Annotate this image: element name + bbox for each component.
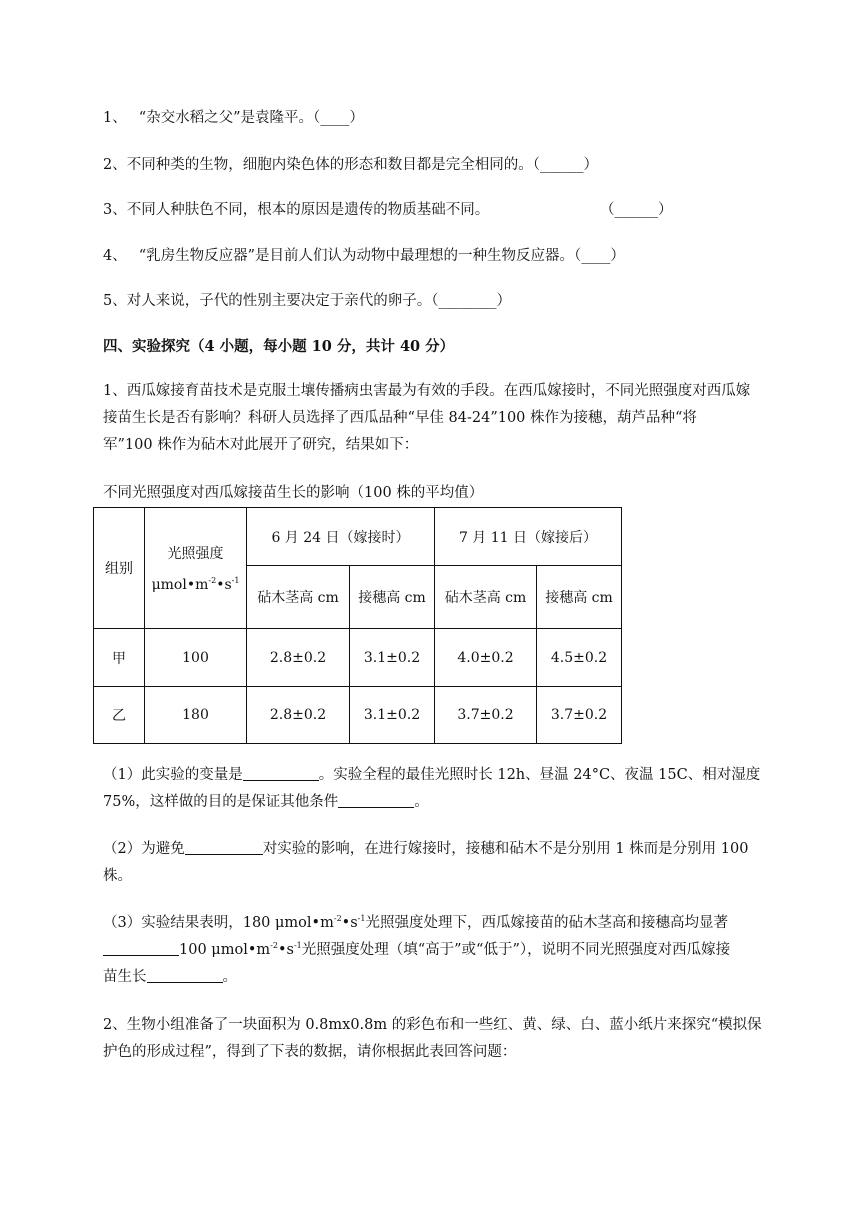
- rootstock-height-header: 砧木茎高 cm: [435, 566, 537, 629]
- fill-blank[interactable]: [338, 793, 414, 808]
- judgement-item-4: [103, 246, 625, 266]
- judgement-number: 4、: [103, 248, 127, 264]
- judgement-close: ）: [583, 157, 598, 173]
- light-intensity-unit: $\mu mol•m^{-2}•s^{-1}$: [151, 576, 240, 593]
- judgement-close: ）: [496, 293, 511, 309]
- data-table: [93, 507, 622, 744]
- light-intensity-label: 光照强度: [167, 546, 224, 562]
- judgement-text: 不同人种肤色不同，根本的原因是遗传的物质基础不同。: [126, 202, 490, 218]
- section-heading: 四、实验探究（4 小题，每小题 10 分，共计 40 分）: [103, 338, 455, 355]
- q1-intro-line: 接苗生长是否有影响？科研人员选择了西瓜品种“早佳 84-24”100 株作为接穗，葫芦品种“将: [103, 410, 697, 426]
- fill-blank[interactable]: [103, 941, 179, 956]
- q1-intro-line: 军”100 株作为砧木对此展开了研究，结果如下：: [103, 437, 419, 453]
- sub-question-3: （3）实验结果表明，180 $\mu mol•m^{-2}•s^{-1}$光照强度处理下，西瓜嫁接苗的砧木茎高和接穗高均显著 100 $\mu mol•m^{-2}•s^{-1}$光照强度处理（填“高于”或“低于”），说明不同光照强度对西瓜嫁接 苗生长 。: [103, 914, 731, 985]
- judgement-item-5: [103, 291, 511, 311]
- table-caption: 不同光照强度对西瓜嫁接苗生长的影响（100 株的平均值）: [103, 485, 484, 501]
- judgement-close: ）: [658, 202, 673, 218]
- q2-intro: [103, 1012, 803, 1066]
- judgement-number: 1、: [103, 110, 127, 126]
- sub-question-1: （1）此实验的变量是 。实验全程的最佳光照时长 12h、昼温 24°C、夜温 15C、相对湿度 75%，这样做的目的是保证其他条件 。: [103, 767, 761, 810]
- judgement-number: 2、: [103, 157, 127, 173]
- value-cell: 3.7±0.2: [435, 687, 537, 744]
- table-row: [94, 629, 622, 687]
- fill-blank[interactable]: [243, 766, 319, 781]
- q2-intro-line: 2、生物小组准备了一块面积为 0.8mx0.8m 的彩色布和一些红、黄、绿、白、蓝小纸片来探究“模拟保: [103, 1017, 762, 1033]
- judgement-number: 5、: [103, 293, 127, 309]
- judgement-text: 对人来说，子代的性别主要决定于亲代的卵子。（: [126, 293, 439, 309]
- sub-question-2: （2）为避免 对实验的影响，在进行嫁接时，接穗和砧木不是分别用 1 株而是分别用 100 株。: [103, 841, 749, 884]
- judgement-item-2: [103, 155, 598, 175]
- judgement-close: ）: [349, 110, 364, 126]
- value-cell: 3.1±0.2: [350, 687, 435, 744]
- answer-blank[interactable]: ________: [438, 293, 497, 309]
- table-row: [94, 687, 622, 744]
- light-cell: 100: [145, 629, 247, 687]
- date-header-after-grafting: 7 月 11 日（嫁接后）: [435, 508, 622, 566]
- scion-height-header: 接穗高 cm: [537, 566, 622, 629]
- judgement-text: “乳房生物反应器”是目前人们认为动物中最理想的一种生物反应器。（: [138, 248, 582, 264]
- value-cell: 4.0±0.2: [435, 629, 537, 687]
- group-header: 组别: [94, 508, 145, 629]
- fill-blank[interactable]: [185, 840, 263, 855]
- judgement-item-1: [103, 108, 364, 128]
- judgement-text: 不同种类的生物，细胞内染色体的形态和数目都是完全相同的。（: [126, 157, 540, 173]
- value-cell: 2.8±0.2: [247, 687, 350, 744]
- answer-blank[interactable]: ____: [320, 110, 350, 126]
- light-cell: 180: [145, 687, 247, 744]
- q1-intro: [103, 378, 803, 459]
- value-cell: 4.5±0.2: [537, 629, 622, 687]
- judgement-number: 3、: [103, 202, 127, 218]
- date-header-grafting: 6 月 24 日（嫁接时）: [247, 508, 435, 566]
- scion-height-header: 接穗高 cm: [350, 566, 435, 629]
- judgement-item-3: [103, 200, 489, 220]
- judgement-item-3-answer: [600, 200, 673, 220]
- value-cell: 3.7±0.2: [537, 687, 622, 744]
- group-cell: 乙: [94, 687, 145, 744]
- answer-blank[interactable]: ______: [614, 202, 658, 218]
- value-cell: 3.1±0.2: [350, 629, 435, 687]
- light-intensity-header: [145, 508, 247, 629]
- value-cell: 2.8±0.2: [247, 629, 350, 687]
- q2-intro-line: 护色的形成过程”，得到了下表的数据，请你根据此表回答问题：: [103, 1044, 517, 1060]
- judgement-text: “杂交水稻之父”是袁隆平。（: [138, 110, 321, 126]
- q1-intro-line: 1、西瓜嫁接育苗技术是克服土壤传播病虫害最为有效的手段。在西瓜嫁接时，不同光照强度对西瓜嫁: [103, 383, 751, 399]
- judgement-open: （: [600, 202, 615, 218]
- group-cell: 甲: [94, 629, 145, 687]
- fill-blank[interactable]: [147, 968, 223, 983]
- rootstock-height-header: 砧木茎高 cm: [247, 566, 350, 629]
- answer-blank[interactable]: ______: [539, 157, 584, 173]
- judgement-close: ）: [610, 248, 625, 264]
- answer-blank[interactable]: ____: [581, 248, 611, 264]
